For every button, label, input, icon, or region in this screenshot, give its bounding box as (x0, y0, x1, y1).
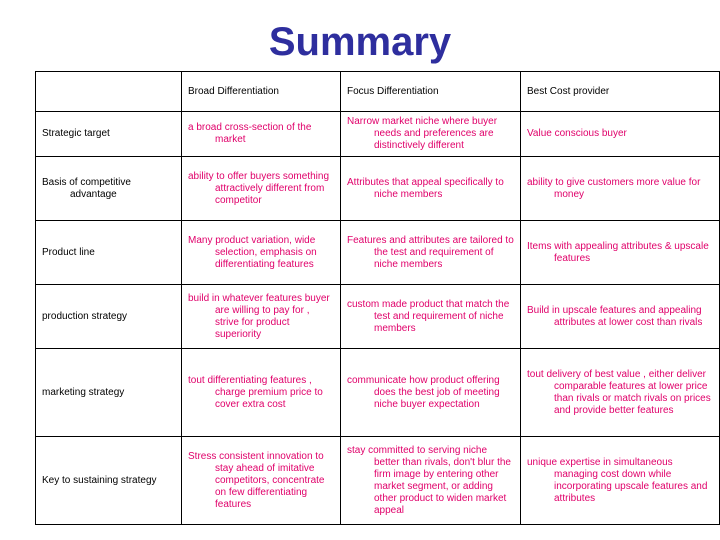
row-label-text: production strategy (42, 310, 128, 322)
table-cell (341, 157, 521, 221)
table-cell (182, 221, 341, 285)
header-cell-broad-differentiation: Broad Differentiation (182, 72, 341, 112)
table-cell (341, 221, 521, 285)
cell-text: Features and attributes are tailored to the test and requirement of niche members (347, 234, 514, 270)
table-cell (182, 157, 341, 221)
table-cell (341, 112, 521, 157)
cell-text: custom made product that match the test and requirement of niche members (347, 298, 510, 334)
table-cell (521, 112, 720, 157)
table-row (36, 221, 720, 285)
cell-text: Stress consistent innovation to stay ahead of imitative competitors, concentrate on few differentiating features (188, 450, 325, 510)
table-row (36, 349, 720, 437)
table-row (36, 157, 720, 221)
cell-text: Build in upscale features and appealing attributes at lower cost than rivals (527, 304, 703, 328)
row-label (36, 285, 182, 349)
row-label-text: Product line (42, 246, 95, 258)
table-cell (182, 349, 341, 437)
table-row (36, 285, 720, 349)
cell-text: communicate how product offering does the best job of meeting niche buyer expectation (347, 374, 500, 410)
table-cell (182, 112, 341, 157)
table-cell (341, 437, 521, 525)
header-cell-empty (36, 72, 182, 112)
cell-text: tout delivery of best value , either deliver comparable features at lower price than rivals or match rivals on prices and provide better features (527, 368, 711, 416)
table-cell (521, 157, 720, 221)
cell-text: Items with appealing attributes & upscale features (527, 240, 709, 264)
cell-text: ability to offer buyers something attractively different from competitor (188, 170, 330, 206)
row-label (36, 157, 182, 221)
table-header-row (36, 72, 720, 112)
table-cell (521, 349, 720, 437)
page-title: Summary (268, 20, 452, 64)
row-label (36, 349, 182, 437)
cell-text: Value conscious buyer (527, 128, 627, 139)
table-cell (341, 349, 521, 437)
table-cell (521, 437, 720, 525)
cell-text: build in whatever features buyer are willing to pay for , strive for product superiority (188, 292, 330, 340)
header-cell-focus-differentiation: Focus Differentiation (341, 72, 521, 112)
table-row (36, 437, 720, 525)
summary-table (35, 71, 720, 525)
row-label (36, 112, 182, 157)
row-label-text: Basis of competitive advantage (42, 176, 131, 200)
table-cell (341, 285, 521, 349)
table-row (36, 112, 720, 157)
cell-text: stay committed to serving niche better than rivals, don't blur the firm image by entering other market segment, or adding other product to widen market appeal (347, 444, 511, 516)
header-cell-best-cost-provider: Best Cost provider (521, 72, 720, 112)
cell-text: tout differentiating features , charge premium price to cover extra cost (188, 374, 323, 410)
table-cell (182, 437, 341, 525)
cell-text: Attributes that appeal specifically to niche members (347, 176, 504, 200)
row-label-text: Strategic target (42, 128, 110, 139)
table-cell (521, 221, 720, 285)
row-label (36, 437, 182, 525)
table-cell (182, 285, 341, 349)
cell-text: ability to give customers more value for money (527, 176, 701, 200)
cell-text: Narrow market niche where buyer needs and preferences are distinctively different (347, 116, 498, 151)
row-label-text: Key to sustaining strategy (42, 474, 157, 486)
row-label (36, 221, 182, 285)
row-label-text: marketing strategy (42, 386, 125, 398)
cell-text: unique expertise in simultaneous managing cost down while incorporating upscale features and attributes (527, 456, 708, 504)
cell-text: Many product variation, wide selection, emphasis on differentiating features (188, 234, 317, 270)
cell-text: a broad cross-section of the market (188, 122, 312, 145)
table-cell (521, 285, 720, 349)
